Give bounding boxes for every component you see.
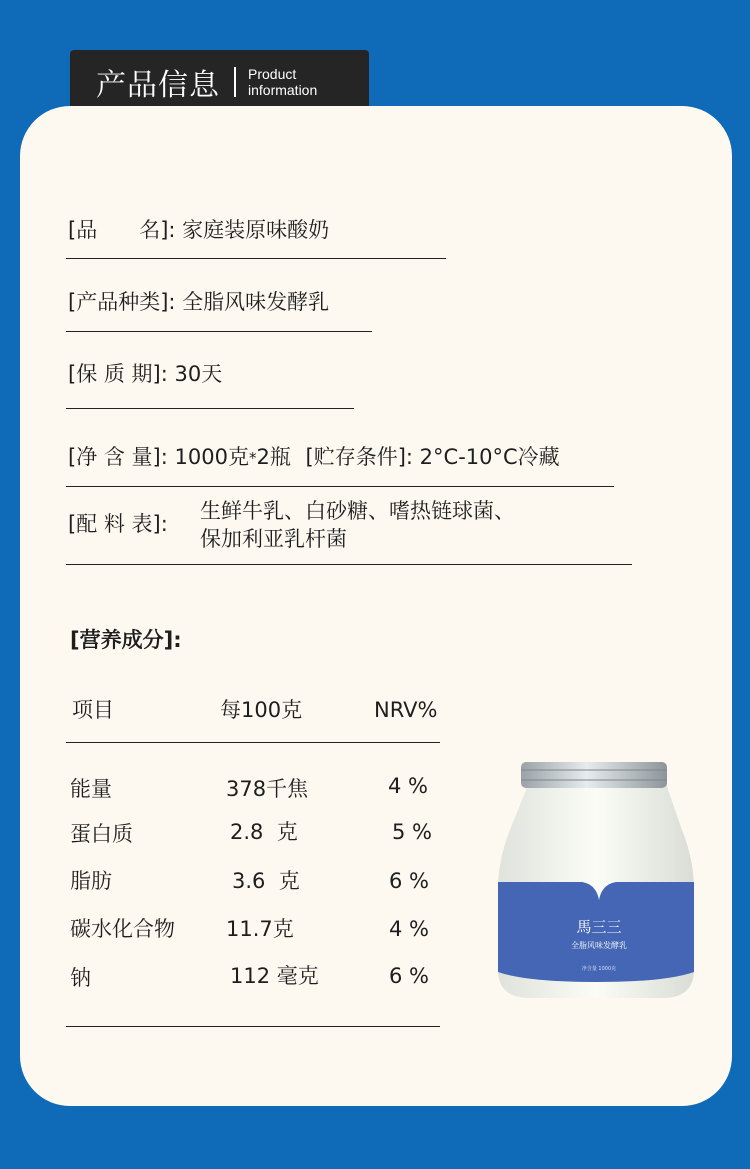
net-content-text: 净含量 1000克 [581,966,617,972]
divider [66,486,614,487]
net-count: 2瓶 [256,445,291,469]
row-item: 能量 [70,777,112,801]
row-nrv: 6 % [389,869,429,893]
ingredients-line2: 保加利亚乳杆菌 [200,527,347,551]
ingredients-label: [配 料 表]: [68,512,168,536]
row-item: 蛋白质 [70,822,133,846]
row-nrv: 4 % [388,774,428,798]
nutrition-title: [营养成分]: [70,628,182,652]
net-label: [净 含 量]: [68,445,168,469]
row-amount: 3.6 克 [232,869,300,893]
row-item: 碳水化合物 [70,917,175,941]
field-name [68,216,329,244]
row-amount: 378千焦 [226,777,309,801]
divider [66,331,372,332]
title-divider [234,67,236,97]
yogurt-jar-image [496,760,696,1000]
divider [66,564,632,565]
ingredients-line1: 生鲜牛乳、白砂糖、嗜热链球菌、 [200,499,515,523]
brand-text: 馬三三 [576,918,622,936]
divider [66,258,446,259]
row-item: 脂肪 [70,869,112,893]
net-value: 1000克 [174,445,249,469]
row-nrv: 5 % [392,820,432,844]
title-en-line1: Product [248,66,297,82]
row-amount: 112 毫克 [230,964,319,988]
net-mult: * [248,449,257,467]
type-label: [产品种类]: [68,290,176,314]
product-label-text: 全脂风味发酵乳 [571,941,627,950]
header-amount: 每100克 [220,698,303,722]
name-value: 家庭装原味酸奶 [182,218,330,242]
field-shelf-life [68,360,222,388]
storage-value: 2°C-10°C冷藏 [419,445,560,469]
row-item: 钠 [70,966,91,990]
name-label: [品 名]: [68,218,176,242]
divider [66,408,354,409]
field-type [68,288,329,316]
divider [66,742,440,743]
header-nrv: NRV% [374,698,438,722]
section-tab [70,50,369,114]
field-ingredients-value [200,497,515,553]
row-amount: 2.8 克 [230,820,298,844]
field-net-content [68,443,560,472]
title-en-line2: information [248,82,318,98]
type-value: 全脂风味发酵乳 [182,290,330,314]
row-nrv: 4 % [389,917,429,941]
header-item: 项目 [72,698,114,722]
storage-label: [贮存条件]: [305,445,413,469]
section-title-cn: 产品信息 [96,68,220,103]
divider [66,1026,440,1027]
shelf-label: [保 质 期]: [68,362,168,386]
row-nrv: 6 % [389,964,429,988]
shelf-value: 30天 [174,362,223,386]
field-ingredients-label [68,510,168,538]
row-amount: 11.7克 [226,917,294,941]
section-title-en [248,66,317,98]
